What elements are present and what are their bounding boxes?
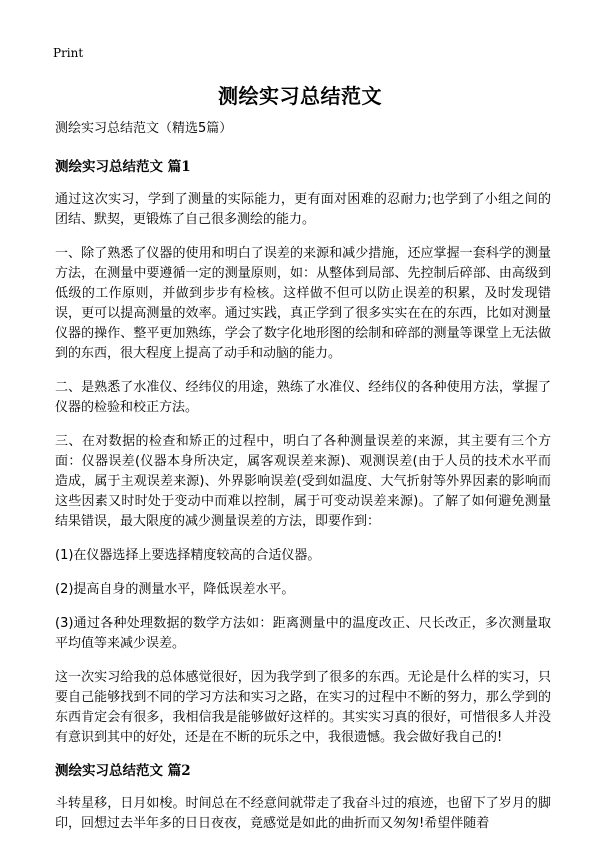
document-title: 测绘实习总结范文 (218, 84, 382, 108)
section-2 (55, 762, 551, 834)
paragraph: 通过这次实习，学到了测量的实际能力，更有面对困难的忍耐力;也学到了小组之间的团结、默契，更锻炼了自己很多测绘的能力。 (55, 192, 551, 227)
paragraph: 三、在对数据的检查和矫正的过程中，明白了各种测量误差的来源，其主要有三个方面：仪器误差(仪器本身所决定，属客观误差来源)、观测误差(由于人员的技术水平而造成，属于主观误差来源)、外界影响误差(受到如温度、大气折射等外界因素的影响而这些因素又时时处于变动中而难以控制，属于可变动误差来源)。了解了如何避免测量结果错误，最大限度的减少测量误差的方法，即要作到： (55, 434, 551, 529)
section-1 (55, 158, 551, 748)
paragraph: (3)通过各种处理数据的数学方法如：距离测量中的温度改正、尺长改正，多次测量取平均值等来减少误差。 (55, 616, 551, 651)
section-heading: 测绘实习总结范文 篇1 (55, 159, 191, 175)
paragraph: (2)提高自身的测量水平，降低误差水平。 (55, 582, 295, 597)
print-link[interactable]: Print (53, 46, 84, 60)
paragraph: 这一次实习给我的总体感觉很好，因为我学到了很多的东西。无论是什么样的实习，只要自己能够找到不同的学习方法和实习之路，在实习的过程中不断的努力，那么学到的东西肯定会有很多，我相信我是能够做好这样的。其实实习真的很好，可惜很多人并没有意识到其中的好处，还是在不断的玩乐之中，我很遗憾。我会做好我自己的! (55, 670, 551, 745)
document-subtitle: 测绘实习总结范文（精选5篇） (55, 121, 233, 136)
document-body (55, 120, 551, 848)
section-heading: 测绘实习总结范文 篇2 (55, 763, 191, 779)
paragraph: 二、是熟悉了水准仪、经纬仪的用途，熟练了水准仪、经纬仪的各种使用方法，掌握了仪器的检验和校正方法。 (55, 380, 551, 415)
paragraph: 一、除了熟悉了仪器的使用和明白了误差的来源和减少措施，还应掌握一套科学的测量方法，在测量中要遵循一定的测量原则，如：从整体到局部、先控制后碎部、由高级到低级的工作原则，并做到步步有检核。这样做不但可以防止误差的积累，及时发现错误，更可以提高测量的效率。通过实践，真正学到了很多实实在在的东西，比如对测量仪器的操作、整平更加熟练，学会了数字化地形图的绘制和碎部的测量等课堂上无法做到的东西，很大程度上提高了动手和动脑的能力。 (55, 246, 551, 361)
paragraph: (1)在仪器选择上要选择精度较高的合适仪器。 (55, 548, 321, 563)
paragraph: 斗转星移，日月如梭。时间总在不经意间就带走了我奋斗过的痕迹，也留下了岁月的脚印，回想过去半年多的日日夜夜，竟感觉是如此的曲折而又匆匆!希望伴随着 (55, 796, 551, 831)
